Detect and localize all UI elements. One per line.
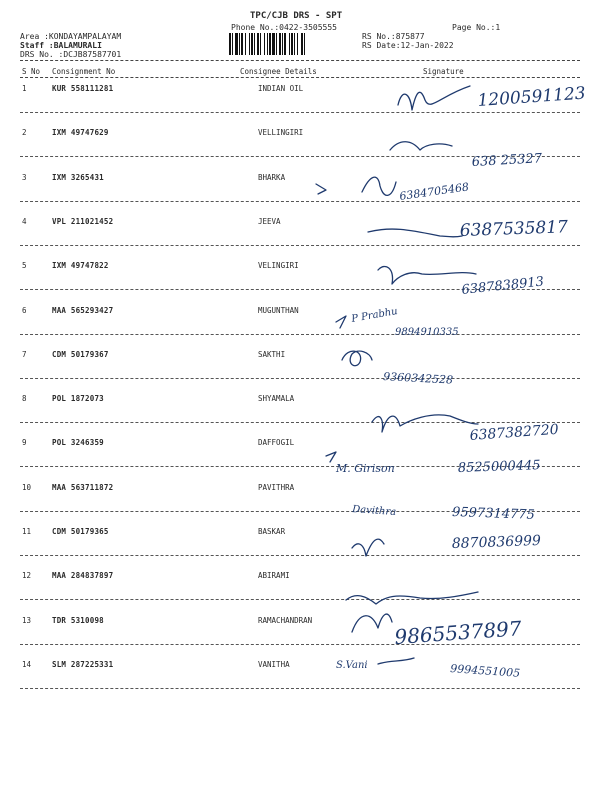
handwritten-name: S.Vani (336, 660, 368, 671)
row-consignment-number: VPL 211021452 (52, 216, 114, 226)
signature-scribble (372, 415, 478, 432)
row-serial-number: 8 (22, 394, 27, 404)
row-consignment-number: CDM 50179365 (52, 527, 109, 536)
row-consignment-number: SLM 287225331 (52, 659, 114, 669)
handwritten-phone: 9994551005 (449, 662, 521, 680)
sheet-title: TPC/CJB DRS - SPT (250, 11, 343, 21)
row-serial-number: 1 (22, 84, 27, 93)
row-consignee-name: INDIAN OIL (258, 84, 304, 93)
row-consignment-number: IXM 3265431 (52, 172, 104, 182)
handwritten-phone: 9865537897 (393, 616, 523, 649)
signature-scribble (398, 86, 470, 110)
rs-date: RS Date:12-Jan-2022 (362, 41, 454, 50)
row-consignment-number: MAA 563711872 (52, 482, 114, 492)
handwritten-phone: 6384705468 (398, 180, 470, 203)
row-serial-number: 4 (22, 216, 27, 226)
row-consignment-number: IXM 49747629 (52, 128, 109, 138)
signature-scribble (346, 592, 478, 604)
row-serial-number: 3 (22, 172, 27, 182)
row-consignment-number: KUR 558111281 (52, 84, 114, 93)
row-consignee-name: DAFFOGIL (258, 438, 295, 448)
row-serial-number: 11 (22, 527, 32, 536)
row-consignment-number: POL 1872073 (52, 394, 104, 404)
handwritten-phone: 638 25327 (471, 151, 543, 170)
row-consignee-name: RAMACHANDRAN (258, 615, 313, 625)
signature-scribble (378, 266, 476, 284)
handwritten-phone: 8525000445 (457, 458, 541, 476)
handwritten-name: M. Girison (336, 462, 395, 475)
row-consignment-number: POL 3246359 (52, 438, 104, 448)
row-consignee-name: SAKTHI (258, 349, 286, 359)
handwritten-phone: 8870836999 (451, 532, 542, 552)
signature-scribble (390, 142, 452, 150)
handwritten-phone: 9360342528 (382, 370, 454, 387)
handwritten-phone: 6387535817 (459, 217, 569, 241)
handwritten-phone: 9597314775 (451, 505, 536, 523)
signature-scribble (326, 452, 336, 462)
handwritten-phone: 6387382720 (469, 421, 560, 444)
signature-scribble (352, 614, 392, 632)
row-consignee-name: SHYAMALA (258, 394, 295, 404)
handwritten-phone: 9894910335 (395, 327, 459, 338)
signature-scribble (362, 177, 396, 195)
row-consignee-name: VELLINGIRI (258, 128, 304, 138)
row-consignee-name: VELINGIRI (258, 261, 299, 271)
row-consignment-number: MAA 565293427 (52, 305, 114, 315)
signature-scribble (316, 184, 326, 194)
row-consignee-name: PAVITHRA (258, 482, 295, 492)
drs-number: DRS No. :DCJB87587701 (20, 50, 122, 59)
rs-number: RS No.:875877 (362, 32, 425, 41)
col-header-consignee: Consignee Details (240, 67, 317, 76)
row-consignment-number: TDR 5310098 (52, 615, 104, 625)
row-consignee-name: VANITHA (258, 659, 290, 669)
row-consignment-number: MAA 284837897 (52, 571, 114, 581)
row-consignee-name: JEEVA (258, 216, 281, 226)
phone-number: Phone No.:0422-3505555 (231, 23, 337, 32)
signature-scribble (378, 658, 414, 664)
row-serial-number: 5 (22, 261, 27, 271)
row-serial-number: 14 (22, 659, 32, 669)
row-consignee-name: MUGUNTHAN (258, 305, 299, 315)
handwritten-phone: 1200591123 (476, 83, 587, 111)
col-header-consignment: Consignment No (52, 67, 116, 76)
row-consignment-number: CDM 50179367 (52, 349, 109, 359)
handwritten-name: Davithra (351, 504, 397, 519)
handwritten-name: P Prabhu (350, 306, 399, 325)
col-header-signature: Signature (423, 67, 464, 76)
col-header-sno: S No (22, 67, 41, 76)
signature-scribble (352, 539, 384, 556)
row-consignee-name: BASKAR (258, 527, 286, 536)
row-consignee-name: ABIRAMI (258, 571, 290, 581)
row-serial-number: 2 (22, 128, 27, 138)
handwritten-phone: 6387838913 (460, 274, 545, 298)
row-consignment-number: IXM 49747822 (52, 261, 109, 271)
signature-scribble (342, 351, 372, 366)
area-label: Area :KONDAYAMPALAYAM (20, 32, 122, 41)
row-serial-number: 13 (22, 615, 32, 625)
row-serial-number: 10 (22, 482, 32, 492)
row-serial-number: 7 (22, 349, 27, 359)
signature-scribble (336, 316, 346, 328)
row-consignee-name: BHARKA (258, 172, 286, 182)
row-serial-number: 9 (22, 438, 27, 448)
row-serial-number: 6 (22, 305, 27, 315)
staff-label: Staff :BALAMURALI (20, 41, 102, 50)
page-number: Page No.:1 (452, 23, 501, 32)
signature-scribble (368, 229, 462, 237)
row-serial-number: 12 (22, 571, 32, 581)
